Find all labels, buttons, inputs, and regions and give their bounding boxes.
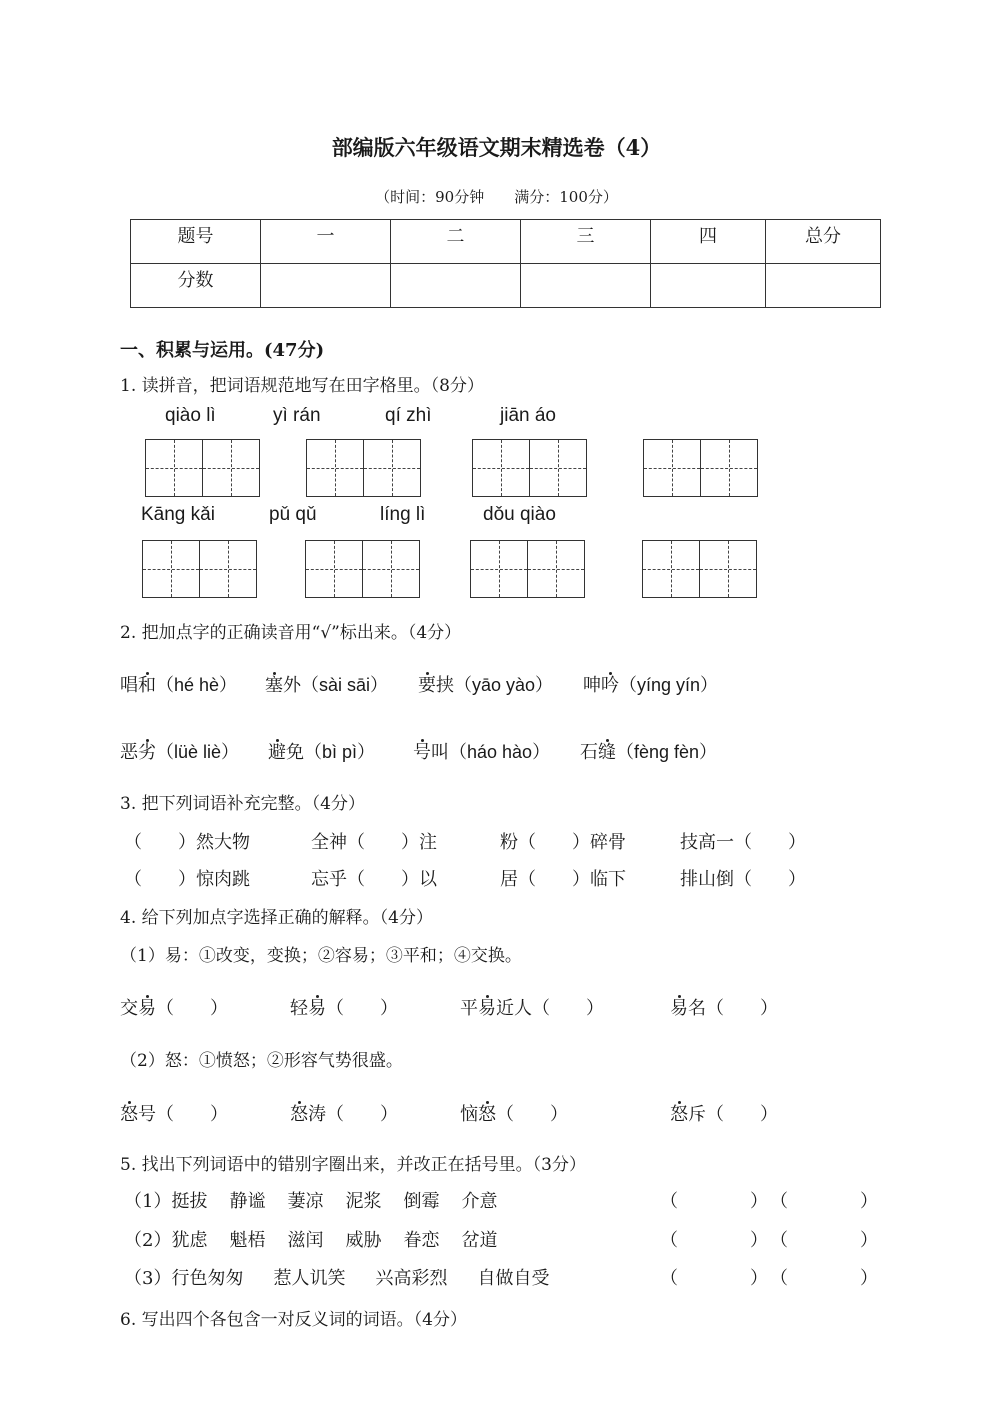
word: 号叫 [413,742,449,763]
q5-row [124,1187,497,1213]
question-4-prompt: 4. 给下列加点字选择正确的解释。（4分） [120,908,433,928]
table-cell: 分数 [131,264,261,308]
score-blank[interactable] [651,264,766,308]
word[interactable]: 行色匆匆 [171,1268,244,1289]
page-title: 部编版六年级语文期末精选卷（4） [331,135,662,160]
reading-options[interactable]: （hé hè） [156,675,238,695]
word[interactable]: 威胁 [345,1230,382,1251]
word: 唱和 [120,675,156,696]
pinyin: pǔ qǔ [269,504,317,525]
choice-item[interactable]: 易名（ ） [670,998,778,1019]
section-heading: 一、积累与运用。(47分) [120,340,325,361]
word[interactable]: 静谧 [229,1191,266,1212]
choice-item[interactable]: 怒斥（ ） [670,1104,778,1125]
word[interactable]: 倒霉 [403,1191,440,1212]
table-cell: 四 [651,220,766,264]
row-label: （1） [124,1191,172,1212]
word[interactable]: 魁梧 [229,1230,266,1251]
choice-item[interactable]: 轻易（ ） [290,998,398,1019]
fill-idiom[interactable]: 全神（ ）注 [311,832,437,853]
reading-item [120,671,237,697]
reading-options[interactable]: （yāo yào） [454,675,554,695]
word[interactable]: 兴高彩烈 [375,1268,448,1289]
word: 石缝 [580,742,616,763]
word: 要挟 [418,675,454,696]
q5-row [124,1226,497,1252]
question-1-prompt: 1. 读拼音，把词语规范地写在田字格里。（8分） [120,376,484,396]
word[interactable]: 泥浆 [345,1191,382,1212]
choice-item[interactable]: 怒号（ ） [120,1104,228,1125]
answer-blank[interactable]: （ ） [660,1191,768,1212]
pinyin: líng lì [380,504,426,525]
reading-options[interactable]: （lüè liè） [156,742,240,762]
q5-row [124,1264,549,1290]
reading-options[interactable]: （háo hào） [449,742,551,762]
word[interactable]: 自做自受 [477,1268,550,1289]
score-blank[interactable] [391,264,521,308]
word: 塞外 [265,675,301,696]
tianzige-box[interactable] [142,540,257,598]
reading-item [120,738,239,764]
reading-item [413,738,550,764]
answer-blank[interactable]: （ ） [660,1230,768,1251]
answer-blank[interactable]: （ ） [770,1230,878,1251]
fill-idiom[interactable]: 忘乎（ ）以 [311,869,437,890]
score-blank[interactable] [766,264,881,308]
reading-item [418,671,553,697]
reading-item [583,671,718,697]
tianzige-box[interactable] [643,439,758,497]
question-5-prompt: 5. 找出下列词语中的错别字圈出来，并改正在括号里。（3分） [120,1155,586,1175]
tianzige-box[interactable] [472,439,587,497]
table-cell: 二 [391,220,521,264]
answer-blank[interactable]: （ ） [770,1268,878,1289]
tianzige-box[interactable] [306,439,421,497]
table-cell: 三 [521,220,651,264]
word: 恶劣 [120,742,156,763]
score-table-score-row [131,264,881,308]
answer-blank[interactable]: （ ） [770,1191,878,1212]
answer-blank[interactable]: （ ） [660,1268,768,1289]
fill-idiom[interactable]: （ ）然大物 [124,832,250,853]
fill-idiom[interactable]: 居（ ）临下 [500,869,626,890]
reading-options[interactable]: （yíng yín） [619,675,719,695]
fill-idiom[interactable]: 技高一（ ） [680,832,806,853]
choice-item[interactable]: 恼怒（ ） [460,1104,568,1125]
pinyin: dǒu qiào [483,504,556,525]
fill-idiom[interactable]: 粉（ ）碎骨 [500,832,626,853]
definition-list: （1）易：①改变，变换；②容易；③平和；④交换。 [120,946,522,966]
reading-options[interactable]: （fèng fèn） [616,742,718,762]
row-label: （2） [124,1230,172,1251]
tianzige-box[interactable] [145,439,260,497]
question-2-prompt: 2. 把加点字的正确读音用“√”标出来。（4分） [120,623,462,643]
score-table [130,219,881,308]
row-label: （3） [124,1268,172,1289]
question-3-prompt: 3. 把下列词语补充完整。（4分） [120,794,365,814]
pinyin: Kāng kǎi [141,504,215,525]
pinyin: qí zhì [385,405,432,426]
word[interactable]: 滋闰 [287,1230,324,1251]
word[interactable]: 眷恋 [403,1230,440,1251]
fill-idiom[interactable]: 排山倒（ ） [680,869,806,890]
table-cell: 题号 [131,220,261,264]
table-cell: 一 [261,220,391,264]
word[interactable]: 萋凉 [287,1191,324,1212]
tianzige-box[interactable] [305,540,420,598]
word[interactable]: 犹虑 [171,1230,208,1251]
reading-item [265,671,388,697]
word[interactable]: 挺拔 [171,1191,208,1212]
reading-item [268,738,375,764]
score-blank[interactable] [521,264,651,308]
score-blank[interactable] [261,264,391,308]
tianzige-box[interactable] [642,540,757,598]
word: 避免 [268,742,304,763]
choice-item[interactable]: 平易近人（ ） [460,998,604,1019]
word[interactable]: 岔道 [461,1230,498,1251]
question-6-prompt: 6. 写出四个各包含一对反义词的词语。（4分） [120,1310,467,1330]
exam-info: （时间：90分钟 满分：100分） [375,188,618,206]
pinyin: jiān áo [500,405,556,426]
definition-list: （2）怒：①愤怒；②形容气势很盛。 [120,1051,403,1071]
word: 呻吟 [583,675,619,696]
fill-idiom[interactable]: （ ）惊肉跳 [124,869,250,890]
pinyin: qiào lì [165,405,216,426]
word[interactable]: 惹人讥笑 [273,1268,346,1289]
word[interactable]: 介意 [461,1191,498,1212]
table-cell: 总分 [766,220,881,264]
reading-options[interactable]: （sài sāi） [301,675,389,695]
pinyin: yì rán [273,405,321,426]
choice-item[interactable]: 怒涛（ ） [290,1104,398,1125]
tianzige-box[interactable] [470,540,585,598]
score-table-header-row [131,220,881,264]
choice-item[interactable]: 交易（ ） [120,998,228,1019]
reading-options[interactable]: （bì pì） [304,742,376,762]
reading-item [580,738,717,764]
